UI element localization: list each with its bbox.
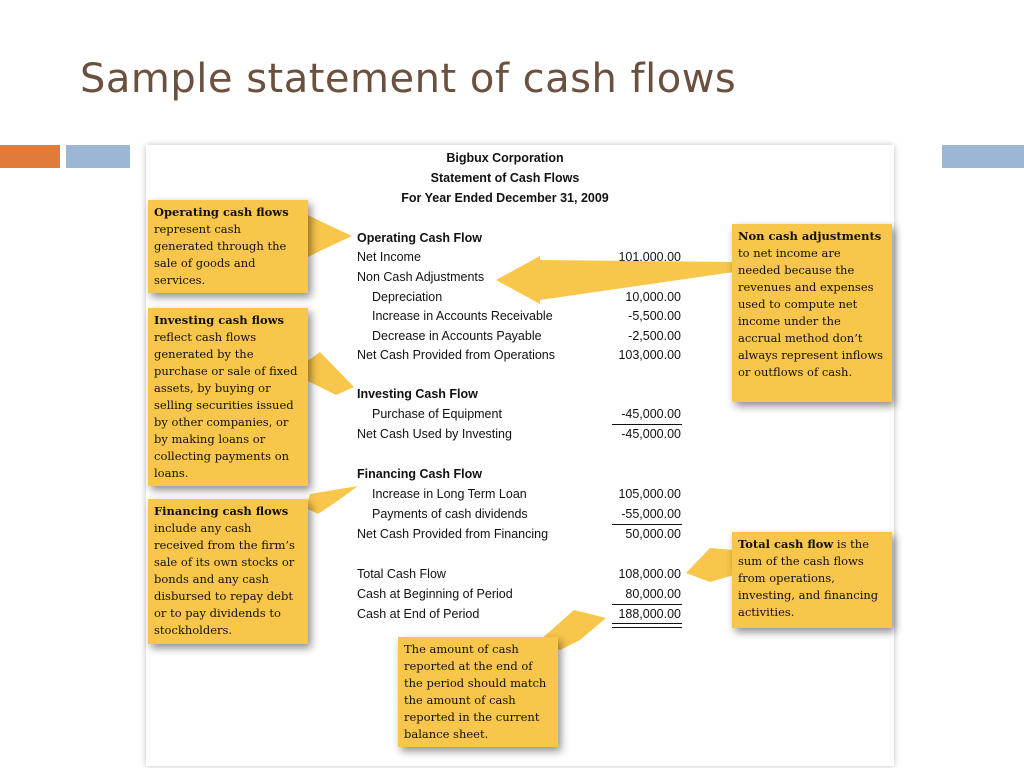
statement-row-dividends: Payments of cash dividends -55,000.00 bbox=[372, 507, 681, 521]
arrow-financing bbox=[306, 486, 358, 514]
callout-total: Total cash flow is the sum of the cash flows from operations, investing, and financing activities. bbox=[732, 532, 892, 628]
statement-row-noncash-adjustments: Non Cash Adjustments bbox=[357, 270, 485, 284]
statement-row-equipment: Purchase of Equipment -45,000.00 bbox=[372, 407, 681, 421]
statement-row-beginning: Cash at Beginning of Period 80,000.00 bbox=[357, 587, 681, 601]
callout-operating: Operating cash flows represent cash generated through the sale of goods and services. bbox=[148, 200, 308, 293]
callout-investing: Investing cash flows reflect cash flows generated by the purchase or sale of fixed assets, by buying or selling securities issued by other companies, or by making loans or collecting payments on loans. bbox=[148, 308, 308, 486]
callout-ending: The amount of cash reported at the end of the period should match the amount of cash reported in the current balance sheet. bbox=[398, 637, 558, 747]
arrow-noncash bbox=[496, 256, 734, 304]
callout-financing: Financing cash flows include any cash received from the firm’s sale of its own stocks or bonds and any cash disbursed to repay debt or to pay dividends to stockholders. bbox=[148, 499, 308, 644]
statement-row-payable: Decrease in Accounts Payable -2,500.00 bbox=[372, 329, 681, 343]
callout-noncash: Non cash adjustments to net income are needed because the revenues and expenses used to compute net income under the accrual method don’t always represent inflows or outflows of cash. bbox=[732, 224, 892, 402]
financing-header: Financing Cash Flow bbox=[357, 467, 483, 481]
arrow-investing bbox=[306, 352, 354, 395]
statement-period: For Year Ended December 31, 2009 bbox=[401, 191, 609, 205]
statement-row-depreciation: Depreciation 10,000.00 bbox=[372, 290, 681, 304]
statement-row-net-financing: Net Cash Provided from Financing 50,000.00 bbox=[357, 527, 681, 541]
arrow-total bbox=[686, 548, 734, 582]
statement-row-total: Total Cash Flow 108,000.00 bbox=[357, 567, 681, 581]
slide-title: Sample statement of cash flows bbox=[80, 56, 737, 102]
statement-row-loan: Increase in Long Term Loan 105,000.00 bbox=[372, 487, 681, 501]
statement-row-net-operations: Net Cash Provided from Operations 103,000.00 bbox=[357, 348, 681, 362]
operating-header: Operating Cash Flow bbox=[357, 231, 483, 245]
company-name: Bigbux Corporation bbox=[446, 151, 564, 165]
statement-row-receivable: Increase in Accounts Receivable -5,500.00 bbox=[372, 309, 681, 323]
investing-header: Investing Cash Flow bbox=[357, 387, 478, 401]
statement-row-end: Cash at End of Period 188,000.00 bbox=[357, 607, 681, 621]
statement-row-net-income: Net Income 101,000.00 bbox=[357, 250, 681, 264]
statement-name: Statement of Cash Flows bbox=[430, 171, 580, 185]
arrow-operating bbox=[306, 214, 352, 258]
statement-row-net-investing: Net Cash Used by Investing -45,000.00 bbox=[357, 427, 681, 441]
